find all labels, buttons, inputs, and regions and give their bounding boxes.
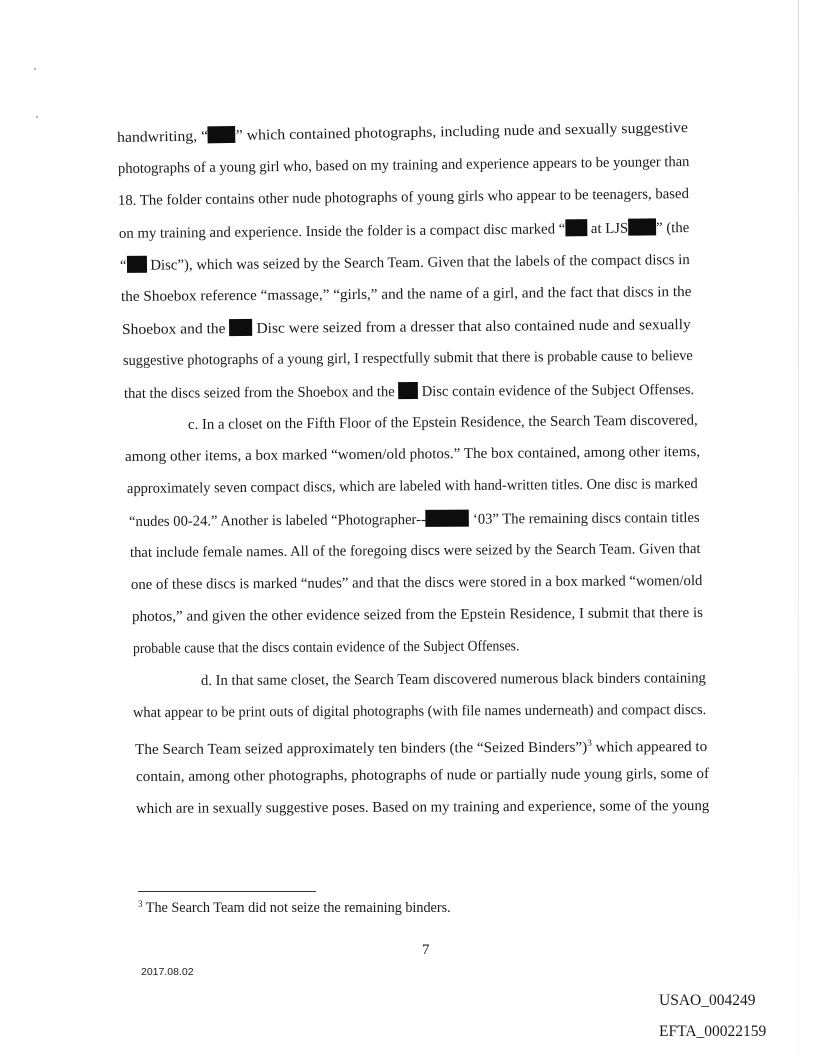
body-line [135,733,707,759]
text-segment: what appear to be print outs of digital photographs (with file names underneath) and compact discs. [132,701,707,721]
redaction-box [426,510,470,527]
footnote-text: The Search Team did not seize the remaining binders. [142,900,451,916]
text-segment: that the discs seized from the Shoebox and the [123,384,399,402]
body-line [118,153,690,178]
text-segment: photographs of a young girl who, based on my training and experience appears to be younger than [117,154,690,177]
text-segment: suggestive photographs of a young girl, I respectfully submit that there is probable cause to believe [122,348,693,369]
footnote [138,899,451,917]
text-segment: “nudes 00-24.” Another is labeled “Photographer-- [128,511,426,530]
body-line [130,540,701,562]
text-segment: ‘03” The remaining discs contain titles [469,510,700,528]
body-line [121,283,692,306]
bates-number: USAO_004249 [659,992,756,1009]
body-line [129,508,700,531]
footnote-rule [138,891,316,892]
text-segment: The Search Team seized approximately ten binders (the “Seized Binders”) [134,739,588,758]
body-line [133,701,706,722]
text-segment: “ [119,257,127,274]
body-line [120,250,690,275]
body-line [133,637,519,658]
text-segment: contain, among other photographs, photographs of nude or partially nude young girls, some of [135,765,710,785]
date-stamp: 2017.08.02 [141,966,194,978]
text-segment: that include female names. All of the foregoing discs were seized by the Search Team. Given that [129,541,701,561]
text-segment: approximately seven compact discs, which are labeled with hand-written titles. One disc is marked [126,476,698,497]
body-line [122,315,691,339]
text-segment: photos,” and given the other evidence seized from the Epstein Residence, I submit that there is [131,605,704,625]
scan-speck [34,68,36,70]
text-segment: Disc were seized from a dresser that also contained nude and sexually [252,317,691,337]
body-line [119,218,689,243]
body-line [117,118,688,147]
redaction-box [208,126,236,143]
text-segment: one of these discs is marked “nudes” and that the discs were stored in a box marked “women/old [130,573,703,593]
scan-edge-line [798,0,799,1056]
redaction-box [565,219,587,236]
text-segment: the Shoebox reference “massage,” “girls,” and the name of a girl, and the fact that discs in the [120,284,692,305]
text-segment: Disc contain evidence of the Subject Offenses. [418,382,695,400]
efta-number: EFTA_00022159 [659,1023,767,1040]
redaction-box [398,382,418,399]
text-segment: probable cause that the discs contain evidence of the Subject Offenses. [132,638,520,657]
redaction-box [126,256,146,273]
body-line [127,475,698,498]
text-segment: ” which contained photographs, including nude and sexually suggestive [235,120,689,144]
body-line [136,765,709,786]
text-segment: handwriting, “ [116,128,209,146]
text-segment: ” (the [655,220,690,237]
text-segment: 18. The folder contains other nude photographs of young girls who appear to be teenagers, based [117,186,690,209]
page-number: 7 [422,942,430,958]
text-segment: which are in sexually suggestive poses. Based on my training and experience, some of the young [135,797,710,817]
text-segment: d. In that same closet, the Search Team discovered numerous black binders containing [200,670,706,689]
body-line [201,669,706,690]
body-line [131,572,703,594]
text-segment: Shoebox and the [121,321,230,338]
body-line [124,380,694,403]
text-segment: on my training and experience. Inside the folder is a compact disc marked “ [118,221,566,242]
footnote-reference: 3 [587,737,592,748]
body-line [188,412,698,434]
text-segment: at LJS [587,220,629,238]
redaction-box [229,319,252,336]
body-line [118,185,689,210]
body-line [125,443,700,466]
text-segment: c. In a closet on the Fifth Floor of the Epstein Residence, the Search Team discovered, [187,412,698,433]
redaction-box [628,218,656,235]
scan-speck [36,116,38,118]
text-segment: which appeared to [591,739,708,756]
body-line [132,604,703,626]
body-line [136,797,709,818]
text-segment: Disc”), which was seized by the Search Team. Given that the labels of the compact discs in [146,252,690,274]
body-line [123,347,693,370]
text-segment: among other items, a box marked “women/old photos.” The box contained, among other items, [124,443,701,465]
footnote-number: 3 [138,899,143,909]
